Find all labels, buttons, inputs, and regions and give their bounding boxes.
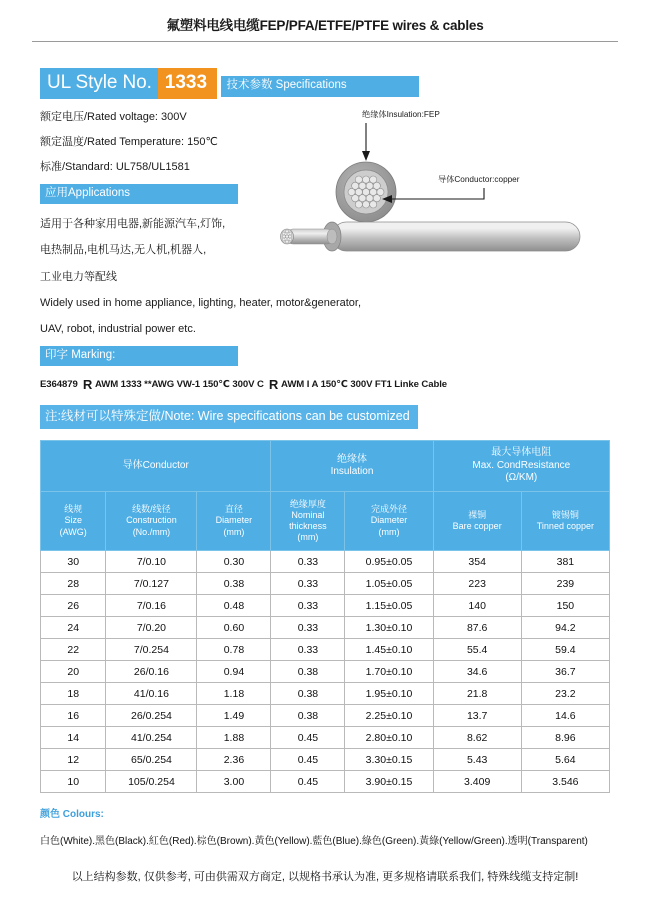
application-line-2: 电热制品,电机马达,无人机,机器人, (40, 244, 207, 257)
page-title: 氟塑料电线电缆FEP/PFA/ETFE/PTFE wires & cables (166, 18, 484, 33)
table-cell-tinned-copper: 3.546 (521, 771, 609, 793)
sub-header-bare-cn: 裸铜 (468, 509, 487, 520)
sub-header-diameter (197, 492, 271, 551)
table-cell-size: 10 (41, 771, 106, 793)
table-cell-tinned-copper: 14.6 (521, 705, 609, 727)
table-cell-overall-diameter: 3.30±0.15 (345, 749, 433, 771)
table-cell-diameter: 2.36 (197, 749, 271, 771)
table-row (41, 771, 610, 793)
table-cell-bare-copper: 8.62 (433, 727, 521, 749)
table-cell-overall-diameter: 1.05±0.05 (345, 573, 433, 595)
table-cell-overall-diameter: 1.95±0.10 (345, 683, 433, 705)
table-cell-construction: 7/0.254 (106, 639, 197, 661)
table-cell-overall-diameter: 0.95±0.05 (345, 551, 433, 573)
wire-diagram (270, 104, 620, 284)
table-cell-construction: 7/0.127 (106, 573, 197, 595)
group-header-insulation-en: Insulation (330, 466, 374, 478)
application-line-1: 适用于各种家用电器,新能源汽车,灯饰, (40, 218, 226, 231)
sub-header-tinned-cn: 镀锡铜 (551, 509, 579, 520)
table-row (41, 727, 610, 749)
table-cell-overall-diameter: 2.25±0.10 (345, 705, 433, 727)
table-row (41, 573, 610, 595)
table-cell-nominal-thickness: 0.38 (271, 705, 345, 727)
sub-header-overall-en: Diameter (370, 515, 408, 526)
spec-rated-voltage: 额定电压/Rated voltage: 300V (40, 110, 187, 123)
sub-header-size-cn: 线规 (64, 504, 83, 515)
table-cell-nominal-thickness: 0.33 (271, 617, 345, 639)
table-cell-diameter: 0.94 (197, 661, 271, 683)
group-header-resistance-en: Max. CondResistance (472, 459, 571, 471)
sub-header-construction-cn: 线数/线径 (132, 504, 171, 515)
table-body (41, 551, 610, 793)
ul-recognized-mark-icon-2: Я (268, 377, 279, 393)
table-cell-nominal-thickness: 0.33 (271, 595, 345, 617)
table-cell-tinned-copper: 94.2 (521, 617, 609, 639)
table-cell-nominal-thickness: 0.38 (271, 661, 345, 683)
sub-header-overall-diameter (345, 492, 433, 551)
ul-style-prefix: UL Style No. (40, 68, 158, 99)
table-cell-bare-copper: 223 (433, 573, 521, 595)
table-cell-construction: 26/0.16 (106, 661, 197, 683)
table-cell-tinned-copper: 150 (521, 595, 609, 617)
sub-header-tinned-copper (521, 492, 609, 551)
table-cell-tinned-copper: 5.64 (521, 749, 609, 771)
sub-header-bare-copper (433, 492, 521, 551)
table-cell-diameter: 0.48 (197, 595, 271, 617)
table-row (41, 595, 610, 617)
table-cell-nominal-thickness: 0.38 (271, 683, 345, 705)
table-cell-diameter: 3.00 (197, 771, 271, 793)
table-row (41, 705, 610, 727)
table-cell-size: 20 (41, 661, 106, 683)
cable-side-view (281, 222, 581, 251)
table-cell-bare-copper: 13.7 (433, 705, 521, 727)
table-sub-header-row (41, 492, 610, 551)
insulation-callout-label: 绝缘体Insulation:FEP (362, 110, 440, 119)
sub-header-size-en: Size (64, 515, 82, 526)
table-cell-construction: 7/0.16 (106, 595, 197, 617)
table-cell-diameter: 1.49 (197, 705, 271, 727)
table-cell-nominal-thickness: 0.33 (271, 639, 345, 661)
ul-recognized-mark-icon: Я (82, 377, 92, 393)
sub-header-construction (106, 492, 197, 551)
table-row (41, 639, 610, 661)
sub-header-overall-unit: (mm) (378, 526, 400, 537)
table-cell-size: 16 (41, 705, 106, 727)
table-cell-overall-diameter: 2.80±0.10 (345, 727, 433, 749)
table-cell-overall-diameter: 1.15±0.05 (345, 595, 433, 617)
sub-header-diameter-unit: (mm) (223, 526, 245, 537)
table-cell-diameter: 0.60 (197, 617, 271, 639)
sub-header-tinned-en: Tinned copper (536, 521, 594, 532)
table-cell-size: 22 (41, 639, 106, 661)
table-head (41, 441, 610, 551)
sub-header-thickness-en1: Nominal (291, 509, 325, 520)
sub-header-diameter-cn: 直径 (224, 504, 243, 515)
group-header-resistance (433, 441, 609, 492)
table-cell-size: 14 (41, 727, 106, 749)
table-cell-construction: 41/0.254 (106, 727, 197, 749)
sub-header-thickness-en2: thickness (289, 521, 327, 532)
table-row (41, 683, 610, 705)
table-cell-bare-copper: 140 (433, 595, 521, 617)
application-line-4: Widely used in home appliance, lighting, heater, motor&generator, (40, 297, 362, 310)
table-cell-bare-copper: 55.4 (433, 639, 521, 661)
table-row (41, 551, 610, 573)
table-cell-tinned-copper: 23.2 (521, 683, 609, 705)
table-cell-tinned-copper: 36.7 (521, 661, 609, 683)
specifications-band: 技术参数 Specifications (221, 76, 419, 97)
marking-text (40, 378, 610, 391)
marking-segment-2: AWM I A 150℃ 300V FT1 Linke Cable (281, 379, 448, 391)
table-cell-size: 30 (41, 551, 106, 573)
table-row (41, 749, 610, 771)
spec-rated-temperature: 额定温度/Rated Temperature: 150℃ (40, 136, 218, 149)
sub-header-size (41, 492, 106, 551)
sub-header-nominal-thickness (271, 492, 345, 551)
group-header-resistance-cn: 最大导体电阻 (491, 447, 552, 459)
application-line-3: 工业电力等配线 (40, 270, 117, 283)
spec-standard: 标准/Standard: UL758/UL1581 (40, 161, 190, 174)
marking-segment-1: AWM 1333 **AWG VW-1 150℃ 300V C (94, 379, 264, 391)
table-cell-construction: 41/0.16 (106, 683, 197, 705)
table-cell-size: 12 (41, 749, 106, 771)
table-cell-bare-copper: 34.6 (433, 661, 521, 683)
table-cell-size: 18 (41, 683, 106, 705)
table-cell-diameter: 0.30 (197, 551, 271, 573)
sub-header-thickness-cn: 绝缘厚度 (289, 498, 326, 509)
table-cell-bare-copper: 3.409 (433, 771, 521, 793)
table-cell-bare-copper: 21.8 (433, 683, 521, 705)
table-cell-size: 24 (41, 617, 106, 639)
table-cell-nominal-thickness: 0.33 (271, 573, 345, 595)
table-cell-overall-diameter: 1.70±0.10 (345, 661, 433, 683)
group-header-insulation (271, 441, 433, 492)
sub-header-bare-en: Bare copper (452, 521, 502, 532)
table-group-header-row (41, 441, 610, 492)
table-cell-tinned-copper: 8.96 (521, 727, 609, 749)
group-header-conductor: 导体Conductor (41, 441, 271, 492)
table-cell-construction: 26/0.254 (106, 705, 197, 727)
table-cell-construction: 7/0.20 (106, 617, 197, 639)
table-cell-diameter: 1.88 (197, 727, 271, 749)
table-row (41, 661, 610, 683)
colours-list: 白色(White).黑色(Black).紅色(Red).棕色(Brown).黃色(Yellow).藍色(Blue).綠色(Green).黃綠(Yellow/Green).透明(Transparent) (40, 836, 588, 848)
ul-style-number: 1333 (158, 68, 217, 99)
application-line-5: UAV, robot, industrial power etc. (40, 323, 196, 336)
table-cell-diameter: 0.38 (197, 573, 271, 595)
table-cell-diameter: 0.78 (197, 639, 271, 661)
specification-table (40, 440, 610, 793)
table-cell-nominal-thickness: 0.45 (271, 771, 345, 793)
page-header (0, 0, 650, 42)
table-cell-overall-diameter: 1.30±0.10 (345, 617, 433, 639)
footer-disclaimer: 以上结构参数, 仅供参考, 可由供需双方商定, 以规格书承认为准, 更多规格请联系我们, 特殊线缆支持定制! (71, 871, 579, 883)
table-cell-construction: 105/0.254 (106, 771, 197, 793)
table-cell-size: 26 (41, 595, 106, 617)
table-cell-nominal-thickness: 0.45 (271, 727, 345, 749)
marking-band: 印字 Marking: (40, 346, 238, 367)
table-cell-overall-diameter: 1.45±0.10 (345, 639, 433, 661)
table-cell-overall-diameter: 3.90±0.15 (345, 771, 433, 793)
table-cell-bare-copper: 5.43 (433, 749, 521, 771)
sub-header-construction-unit: (No./mm) (132, 526, 171, 537)
table-cell-diameter: 1.18 (197, 683, 271, 705)
table-cell-construction: 65/0.254 (106, 749, 197, 771)
note-banner: 注:线材可以特殊定做/Note: Wire specifications can be customized (40, 405, 418, 429)
table-cell-nominal-thickness: 0.33 (271, 551, 345, 573)
sub-header-diameter-en: Diameter (215, 515, 253, 526)
table-cell-size: 28 (41, 573, 106, 595)
marking-file-number: E364879 (40, 379, 78, 391)
colours-label: 颜色 Colours: (40, 809, 104, 821)
conductor-callout-label: 导体Conductor:copper (438, 175, 520, 184)
table-cell-tinned-copper: 381 (521, 551, 609, 573)
group-header-resistance-unit: (Ω/KM) (505, 472, 538, 484)
table-cell-bare-copper: 87.6 (433, 617, 521, 639)
sub-header-size-unit: (AWG) (59, 526, 87, 537)
table-cell-bare-copper: 354 (433, 551, 521, 573)
table-row (41, 617, 610, 639)
sub-header-thickness-unit: (mm) (297, 532, 319, 543)
table-cell-tinned-copper: 239 (521, 573, 609, 595)
table-cell-construction: 7/0.10 (106, 551, 197, 573)
table-cell-nominal-thickness: 0.45 (271, 749, 345, 771)
applications-band: 应用Applications (40, 184, 238, 205)
ul-style-badge (40, 68, 217, 99)
sub-header-overall-cn: 完成外径 (370, 504, 407, 515)
group-header-insulation-cn: 绝缘体 (337, 453, 367, 465)
sub-header-construction-en: Construction (126, 515, 177, 526)
table-cell-tinned-copper: 59.4 (521, 639, 609, 661)
